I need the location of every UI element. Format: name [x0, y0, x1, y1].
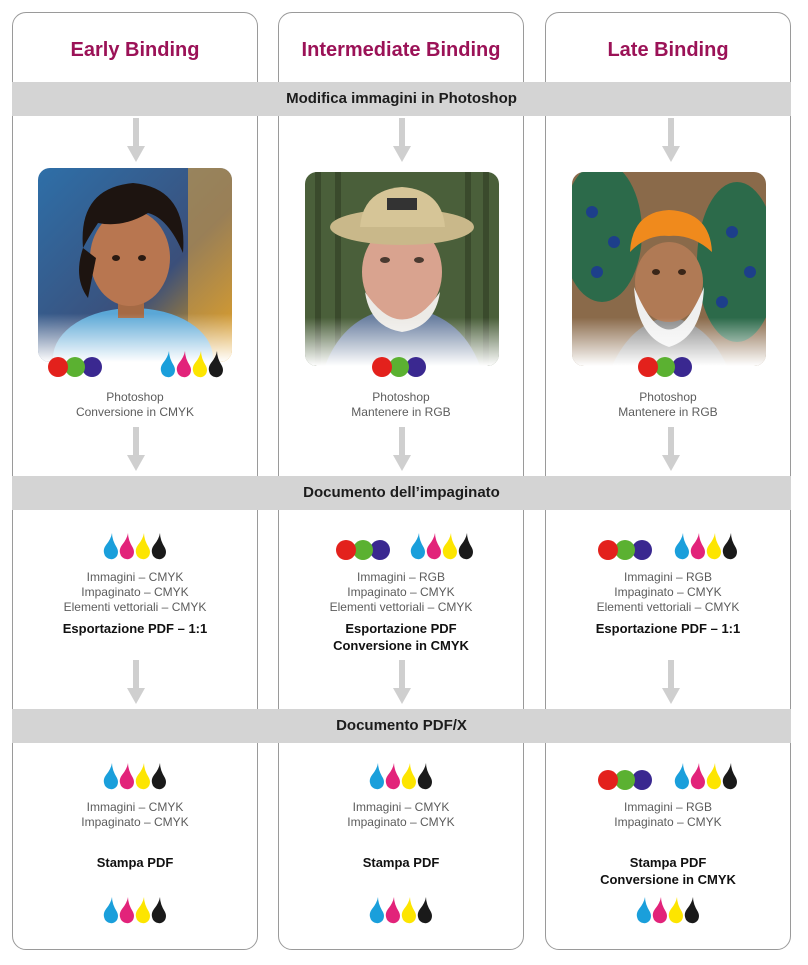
- yellow-drop-icon: [706, 762, 722, 790]
- green-circle-icon: [615, 540, 635, 560]
- magenta-drop-icon: [119, 762, 135, 790]
- black-drop-icon: [722, 762, 738, 790]
- yellow-drop-icon: [442, 532, 458, 560]
- down-arrow-icon: [127, 118, 145, 162]
- green-circle-icon: [655, 357, 675, 377]
- cmyk-drops-icon: [674, 532, 738, 560]
- black-drop-icon: [151, 532, 167, 560]
- down-arrow-icon: [662, 427, 680, 471]
- blue-circle-icon: [632, 770, 652, 790]
- band-layout-document: Documento dell’impaginato: [12, 476, 791, 510]
- red-circle-icon: [598, 540, 618, 560]
- yellow-drop-icon: [706, 532, 722, 560]
- cmyk-drops-icon: [103, 896, 167, 924]
- yellow-drop-icon: [192, 350, 208, 378]
- magenta-drop-icon: [652, 896, 668, 924]
- yellow-drop-icon: [668, 896, 684, 924]
- cmyk-drops-icon: [160, 350, 224, 378]
- yellow-drop-icon: [135, 532, 151, 560]
- photo-caption: Photoshop Mantenere in RGB: [351, 390, 451, 419]
- yellow-drop-icon: [401, 896, 417, 924]
- down-arrow-icon: [127, 660, 145, 704]
- column-title: Intermediate Binding: [301, 39, 501, 61]
- cyan-drop-icon: [410, 532, 426, 560]
- cyan-drop-icon: [369, 762, 385, 790]
- black-drop-icon: [417, 762, 433, 790]
- blue-circle-icon: [672, 357, 692, 377]
- cmyk-drops-icon: [103, 762, 167, 790]
- green-circle-icon: [65, 357, 85, 377]
- pdfx-print: Stampa PDF: [362, 855, 440, 870]
- cmyk-drops-icon: [369, 896, 433, 924]
- photo-child: [38, 168, 232, 362]
- red-circle-icon: [48, 357, 68, 377]
- down-arrow-icon: [393, 660, 411, 704]
- down-arrow-icon: [127, 427, 145, 471]
- rgb-circles-icon: [638, 357, 689, 377]
- down-arrow-icon: [393, 427, 411, 471]
- column-title: Early Binding: [70, 39, 200, 61]
- rgb-circles-icon: [598, 540, 649, 560]
- magenta-drop-icon: [119, 532, 135, 560]
- yellow-drop-icon: [401, 762, 417, 790]
- black-drop-icon: [208, 350, 224, 378]
- magenta-drop-icon: [690, 762, 706, 790]
- layout-doc-details: Immagini – RGB Impaginato – CMYK Elementi vettoriali – CMYK: [329, 570, 473, 614]
- layout-doc-export: Esportazione PDF Conversione in CMYK: [333, 621, 469, 653]
- black-drop-icon: [417, 896, 433, 924]
- magenta-drop-icon: [385, 896, 401, 924]
- green-circle-icon: [353, 540, 373, 560]
- black-drop-icon: [151, 896, 167, 924]
- rgb-circles-icon: [336, 540, 387, 560]
- red-circle-icon: [372, 357, 392, 377]
- cmyk-drops-icon: [636, 896, 700, 924]
- cyan-drop-icon: [103, 532, 119, 560]
- photo-old-man-hat: [305, 172, 499, 366]
- green-circle-icon: [389, 357, 409, 377]
- black-drop-icon: [458, 532, 474, 560]
- magenta-drop-icon: [690, 532, 706, 560]
- red-circle-icon: [638, 357, 658, 377]
- photo-caption: Photoshop Conversione in CMYK: [75, 390, 195, 419]
- yellow-drop-icon: [135, 896, 151, 924]
- band-pdfx-document: Documento PDF/X: [12, 709, 791, 743]
- cyan-drop-icon: [636, 896, 652, 924]
- column-title: Late Binding: [607, 39, 729, 61]
- down-arrow-icon: [662, 660, 680, 704]
- pdfx-print: Stampa PDF: [96, 855, 174, 870]
- magenta-drop-icon: [176, 350, 192, 378]
- cmyk-drops-icon: [674, 762, 738, 790]
- black-drop-icon: [722, 532, 738, 560]
- layout-doc-export: Esportazione PDF – 1:1: [62, 621, 208, 636]
- cyan-drop-icon: [674, 532, 690, 560]
- cmyk-drops-icon: [410, 532, 474, 560]
- magenta-drop-icon: [426, 532, 442, 560]
- layout-doc-export: Esportazione PDF – 1:1: [595, 621, 741, 636]
- cyan-drop-icon: [160, 350, 176, 378]
- layout-doc-details: Immagini – RGB Impaginato – CMYK Elementi vettoriali – CMYK: [596, 570, 740, 614]
- black-drop-icon: [151, 762, 167, 790]
- blue-circle-icon: [370, 540, 390, 560]
- yellow-drop-icon: [135, 762, 151, 790]
- band-photoshop: Modifica immagini in Photoshop: [12, 82, 791, 116]
- layout-doc-details: Immagini – CMYK Impaginato – CMYK Elementi vettoriali – CMYK: [63, 570, 207, 614]
- pdfx-details: Immagini – RGB Impaginato – CMYK: [614, 800, 722, 829]
- cyan-drop-icon: [103, 762, 119, 790]
- down-arrow-icon: [393, 118, 411, 162]
- blue-circle-icon: [632, 540, 652, 560]
- cyan-drop-icon: [674, 762, 690, 790]
- red-circle-icon: [336, 540, 356, 560]
- cmyk-drops-icon: [369, 762, 433, 790]
- down-arrow-icon: [662, 118, 680, 162]
- cyan-drop-icon: [369, 896, 385, 924]
- rgb-circles-icon: [598, 770, 649, 790]
- magenta-drop-icon: [119, 896, 135, 924]
- cmyk-drops-icon: [103, 532, 167, 560]
- photo-caption: Photoshop Mantenere in RGB: [618, 390, 718, 419]
- cyan-drop-icon: [103, 896, 119, 924]
- green-circle-icon: [615, 770, 635, 790]
- pdfx-details: Immagini – CMYK Impaginato – CMYK: [81, 800, 189, 829]
- black-drop-icon: [684, 896, 700, 924]
- photo-sadhu-peacock: [572, 172, 766, 366]
- blue-circle-icon: [82, 357, 102, 377]
- pdfx-print: Stampa PDF Conversione in CMYK: [600, 855, 736, 887]
- blue-circle-icon: [406, 357, 426, 377]
- rgb-circles-icon: [372, 357, 423, 377]
- magenta-drop-icon: [385, 762, 401, 790]
- rgb-circles-icon: [48, 357, 99, 377]
- red-circle-icon: [598, 770, 618, 790]
- pdfx-details: Immagini – CMYK Impaginato – CMYK: [347, 800, 455, 829]
